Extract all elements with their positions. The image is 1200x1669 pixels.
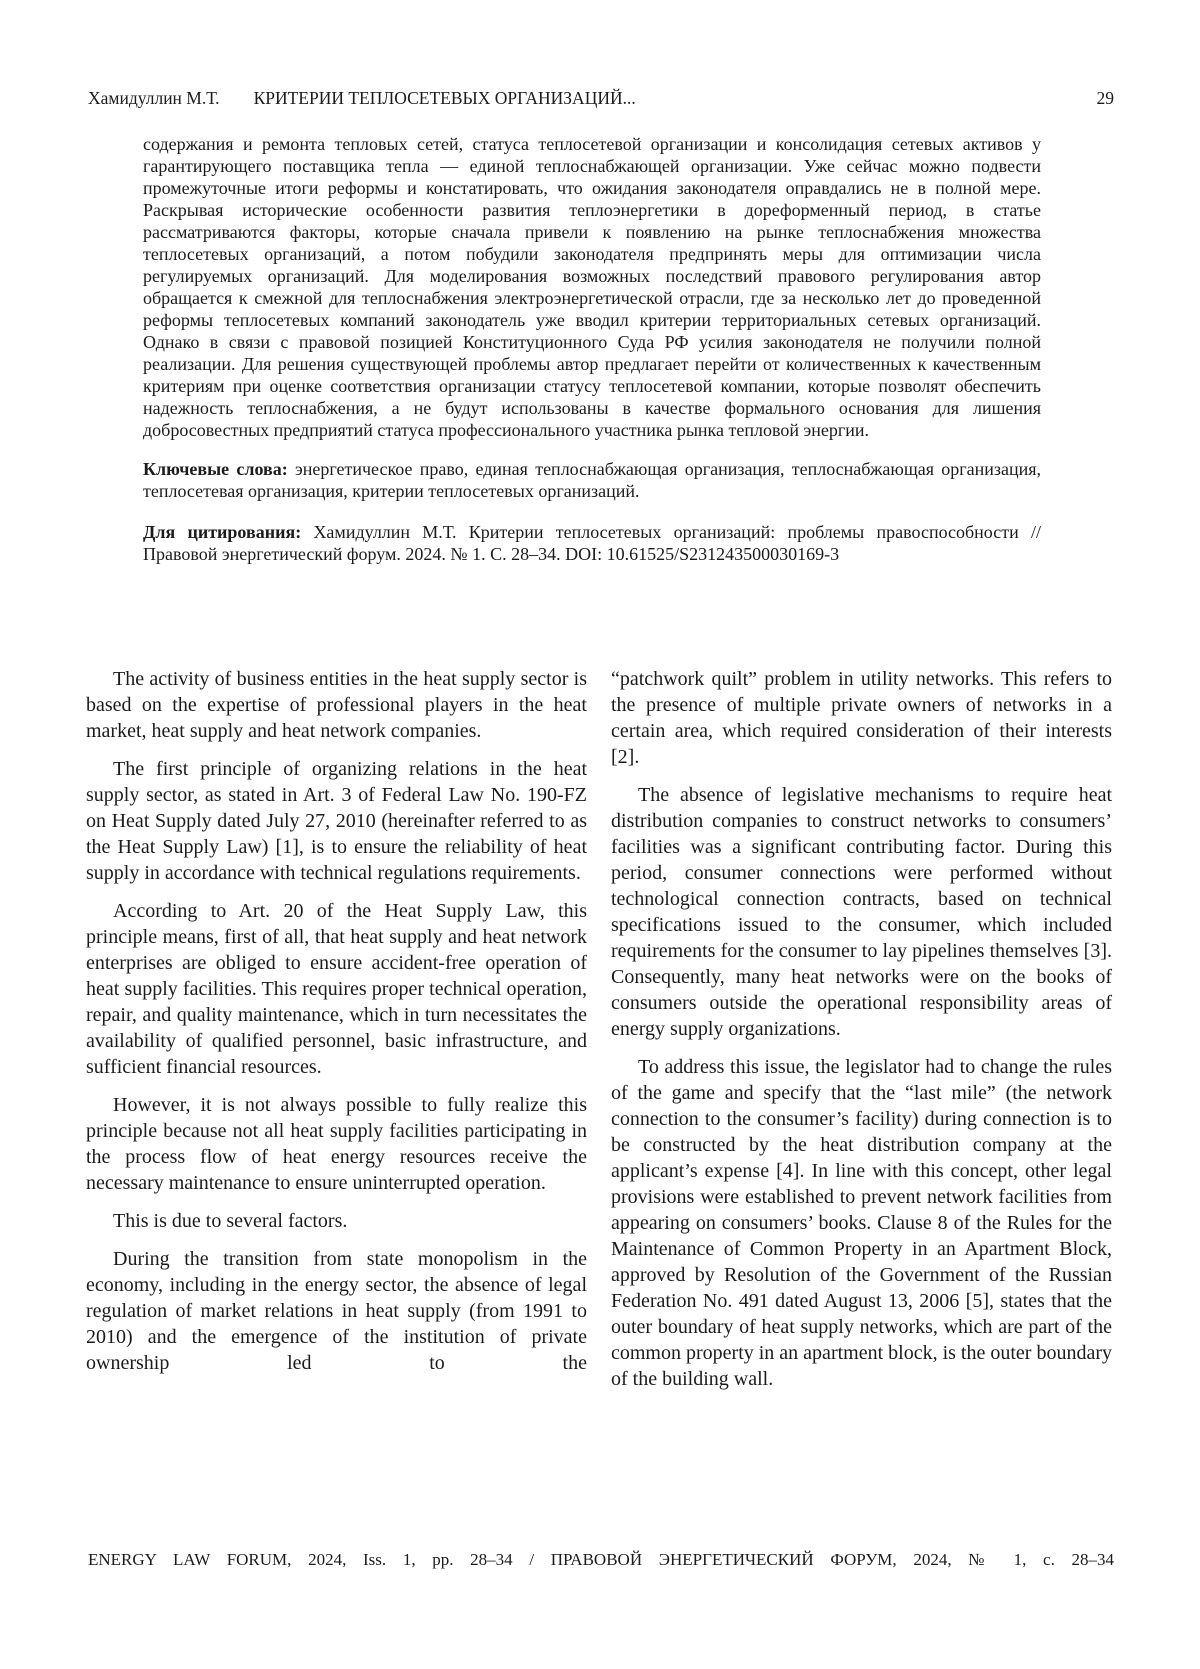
- citation-text: Хамидуллин М.Т. Критерии теплосетевых организаций: проблемы правоспособности // Правовой энергетический форум. 2024. № 1. С. 28–34. DOI: 10.61525/S231243500030169-3: [143, 522, 1041, 564]
- body-columns: [86, 666, 1112, 1392]
- body-paragraph: To address this issue, the legislator had to change the rules of the game and specify that the “last mile” (the network connection to the consumer’s facility) during connection is to be constructed by the heat distribution company at the applicant’s expense [4]. In line with this concept, other legal provisions were established to prevent network facilities from appearing on consumers’ books. Clause 8 of the Rules for the Maintenance of Common Property in an Apartment Block, approved by Resolution of the Government of the Russian Federation No. 491 dated August 13, 2006 [5], states that the outer boundary of heat supply networks, which are part of the common property in an apartment block, is the outer boundary of the building wall.: [611, 1056, 1112, 1390]
- abstract-block: [143, 133, 1041, 565]
- body-paragraph: The first principle of organizing relations in the heat supply sector, as stated in Art. 3 of Federal Law No. 190-FZ on Heat Supply dated July 27, 2010 (hereinafter referred to as the Heat Supply Law) [1], is to ensure the reliability of heat supply in accordance with technical regulations requirements.: [86, 758, 587, 884]
- article-title: КРИТЕРИИ ТЕПЛОСЕТЕВЫХ ОРГАНИЗАЦИЙ...: [253, 88, 636, 108]
- keywords-label: Ключевые слова:: [143, 459, 288, 479]
- body-paragraph: “patchwork quilt” problem in utility networks. This refers to the presence of multiple private owners of networks in a certain area, which required consideration of their interests [2].: [611, 668, 1112, 768]
- body-paragraph: During the transition from state monopolism in the economy, including in the energy sector, the absence of legal regulation of market relations in heat supply (from 1991 to 2010) and the emergence of the institution of private ownership led to the: [86, 1248, 587, 1374]
- body-paragraph: However, it is not always possible to fully realize this principle because not all heat supply facilities participating in the process flow of heat energy resources receive the necessary maintenance to ensure uninterrupted operation.: [86, 1094, 587, 1194]
- keywords-text: энергетическое право, единая теплоснабжающая организация, теплоснабжающая организация, теплосетевая организация, критерии теплосетевых организаций.: [143, 459, 1042, 501]
- body-paragraph: The absence of legislative mechanisms to require heat distribution companies to construct networks to consumers’ facilities was a significant contributing factor. During this period, consumer connections were performed without technological connection contracts, based on technical specifications issued to the consumer, which included requirements for the consumer to lay pipelines themselves [3]. Consequently, many heat networks were on the books of consumers outside the operational responsibility areas of energy supply organizations.: [611, 784, 1112, 1040]
- abstract-text: содержания и ремонта тепловых сетей, статуса теплосетевой организации и консолидация сетевых активов у гарантирующего поставщика тепла — единой теплоснабжающей организации. Уже сейчас можно подвести промежуточные итоги реформы и констатировать, что ожидания законодателя оправдались не в полной мере. Раскрывая исторические особенности развития теплоэнергетики в дореформенный период, в статье рассматриваются факторы, которые сначала привели к появлению на рынке теплоснабжения множества теплосетевых организаций, а потом побудили законодателя предпринять меры для оптимизации числа регулируемых организаций. Для моделирования возможных последствий правового регулирования автор обращается к смежной для теплоснабжения электроэнергетической отрасли, где за несколько лет до проведенной реформы теплосетевых компаний законодатель уже вводил критерии территориальных сетевых организаций. Однако в связи с правовой позицией Конституционного Суда РФ усилия законодателя не получили полной реализации. Для решения существующей проблемы автор предлагает перейти от количественных к качественным критериям при оценке соответствия организации статусу теплосетевой компании, которые позволят обеспечить надежность теплоснабжения, а не будут использованы в качестве формального основания для лишения добросовестных предприятий статуса профессионального участника рынка тепловой энергии.: [143, 134, 1041, 440]
- page-number: 29: [1096, 88, 1114, 108]
- body-paragraph: According to Art. 20 of the Heat Supply Law, this principle means, first of all, that heat supply and heat network enterprises are obliged to ensure accident-free operation of heat supply facilities. This requires proper technical operation, repair, and quality maintenance, which in turn necessitates the availability of qualified personnel, basic infrastructure, and sufficient financial resources.: [86, 900, 587, 1078]
- body-paragraph: This is due to several factors.: [113, 1210, 348, 1232]
- right-column: [611, 666, 1112, 1392]
- running-head-left: [88, 88, 636, 108]
- left-column: [86, 666, 587, 1392]
- body-paragraph: The activity of business entities in the heat supply sector is based on the expertise of professional players in the heat market, heat supply and heat network companies.: [86, 668, 587, 742]
- keywords-paragraph: [143, 458, 1041, 502]
- running-head: [88, 88, 1114, 108]
- citation-label: Для цитирования:: [143, 522, 302, 542]
- author-name: Хамидуллин М.Т.: [88, 88, 220, 108]
- citation-paragraph: [143, 521, 1041, 565]
- page-footer: [88, 1549, 1114, 1570]
- footer-text: ENERGY LAW FORUM, 2024, Iss. 1, pp. 28–34 / ПРАВОВОЙ ЭНЕРГЕТИЧЕСКИЙ ФОРУМ, 2024, № 1, с. 28–34: [88, 1550, 1114, 1569]
